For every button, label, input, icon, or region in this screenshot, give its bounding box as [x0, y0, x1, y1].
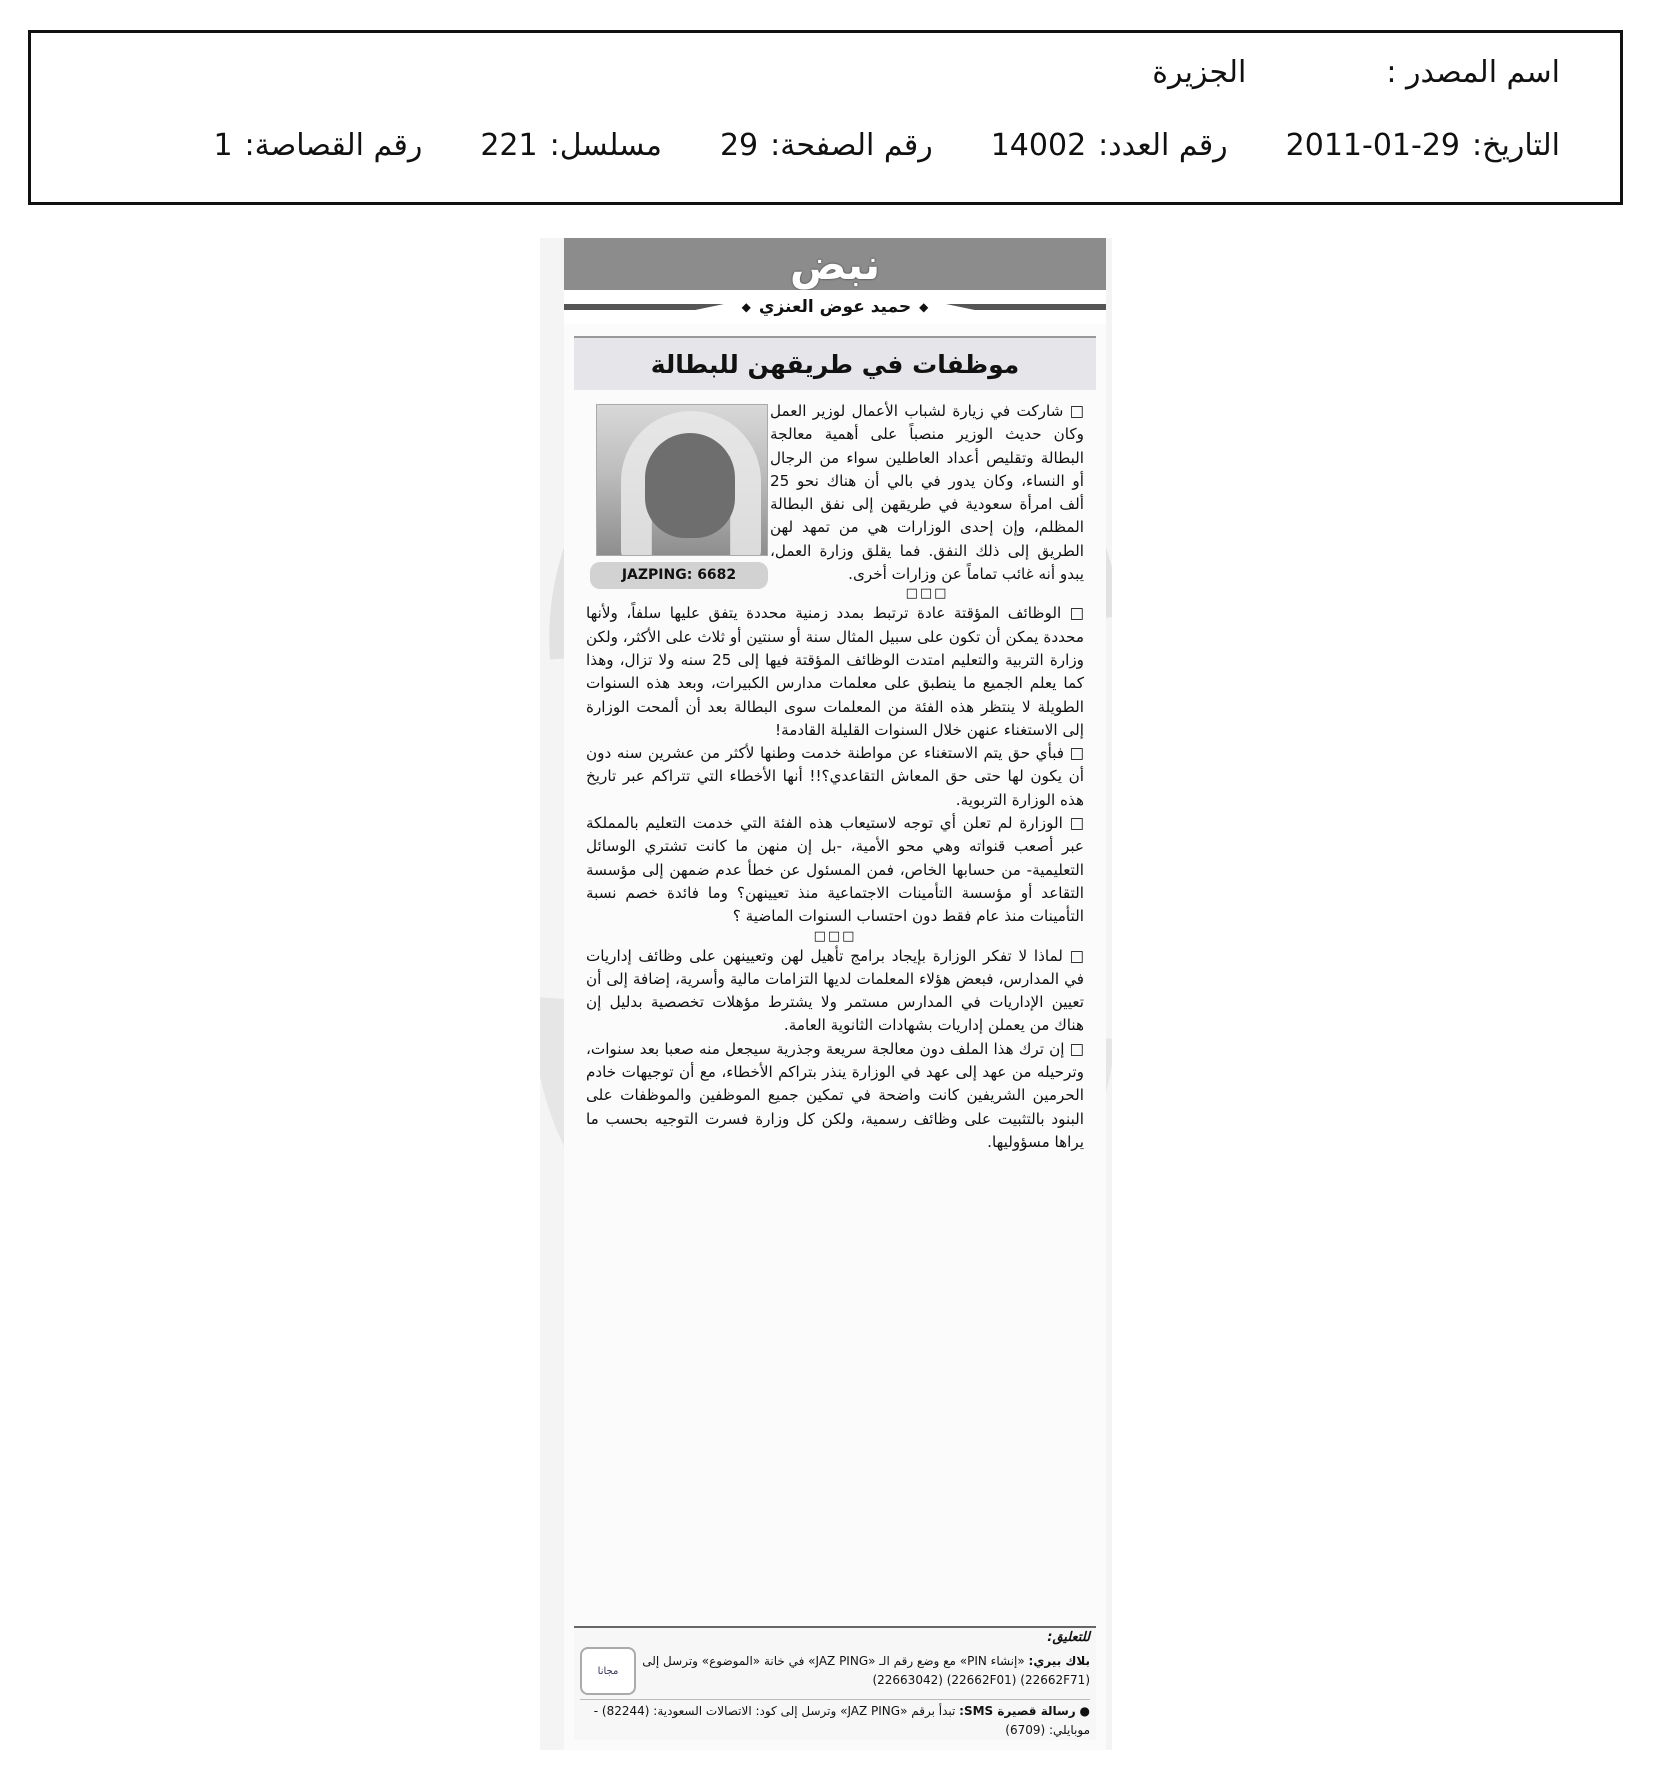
metadata-row-source: [1152, 55, 1560, 90]
section-separator: □□□: [813, 928, 857, 944]
sms-label: رسالة قصيرة SMS:: [959, 1704, 1076, 1718]
paragraph: □ لماذا لا تفكر الوزارة بإيجاد برامج تأهيل لهن وتعيينهن على وظائف إداريات في المدارس، فبعض هؤلاء المعلمات لديها التزامات مالية وأسرية، إضافة إلى أن تعيين الإداريات في المدارس مستمر ولا يشترط مؤهلات تخصصية بدليل إن هناك من يعملن إداريات بشهادات الثانوية العامة.: [586, 946, 1084, 1035]
diamond-icon: ◆: [741, 300, 751, 314]
sms-row: [580, 1699, 1090, 1740]
clip-number-field: [213, 128, 422, 163]
issue-field: [991, 128, 1228, 163]
page-field: [720, 128, 933, 163]
clipping-metadata-box: [28, 30, 1623, 205]
comment-info-box: [574, 1626, 1096, 1740]
bullet-icon: ●: [1079, 1704, 1090, 1718]
paragraph: □ فبأي حق يتم الاستغناء عن مواطنة خدمت وطنها لأكثر من عشرين سنه دون أن يكون لها حتى حق المعاش التقاعدي؟!! أنها الأخطاء التي تتراكم عبر تاريخ هذه الوزارة التربوية.: [586, 744, 1084, 809]
paragraph: □ إن ترك هذا الملف دون معالجة سريعة وجذرية سيجعل منه صعبا بعد سنوات، وترحيله من عهد إلى عهد في الوزارة ينذر بتراكم الأخطاء، مع أن توجيهات خادم الحرمين الشريفين كانت واضحة في تمكين جميع الموظفين والموظفات على البنود بالتثبيت على وظائف رسمية، ولكن كل وزارة فسرت التوجيه بحسب ما يراها مسؤوليها.: [586, 1039, 1084, 1151]
comment-title: للتعليق:: [1047, 1630, 1090, 1645]
issue-value: 14002: [990, 128, 1087, 163]
section-separator: □□□: [905, 586, 949, 602]
metadata-row-details: [213, 128, 1560, 163]
blackberry-icon: [580, 1647, 636, 1695]
author-name: حميد عوض العنزي: [758, 297, 912, 317]
headline: موظفات في طريقهن للبطالة: [650, 349, 1020, 379]
blackberry-label: بلاك بيري:: [1028, 1654, 1090, 1668]
sms-instructions: تبدأ برقم «JAZ PING» وترسل إلى كود: الاتصالات السعودية: (82244) - موبايلي: (6709): [593, 1704, 1090, 1737]
clip-number-value: 1: [213, 128, 233, 163]
article-panel: [564, 238, 1106, 1750]
date-value: 2011-01-29: [1285, 128, 1461, 163]
issue-label: رقم العدد:: [1098, 128, 1228, 163]
author-photo-block: [590, 404, 770, 589]
serial-field: [480, 128, 662, 163]
column-name-banner: [564, 238, 1106, 290]
date-field: [1286, 128, 1560, 163]
column-name: نبض: [789, 239, 881, 289]
byline-rule-left: [564, 304, 724, 310]
source-label: اسم المصدر :: [1386, 55, 1560, 90]
newspaper-clipping: [540, 238, 1112, 1750]
serial-value: 221: [480, 128, 538, 163]
page-value: 29: [719, 128, 759, 163]
byline-row: [564, 290, 1106, 324]
blackberry-icon-caption: مجانا: [597, 1665, 619, 1677]
page-label: رقم الصفحة:: [770, 128, 933, 163]
headline-box: [574, 336, 1096, 390]
author-photo: [596, 404, 768, 556]
source-value: الجزيرة: [1152, 55, 1247, 90]
byline: [742, 297, 929, 317]
diamond-icon: ◆: [919, 300, 929, 314]
paragraph: □ الوزارة لم تعلن أي توجه لاستيعاب هذه الفئة التي خدمت التعليم بالمملكة عبر أصعب قنواته وهي محو الأمية، -بل إن منهن ما كانت تشتري الوسائل التعليمية- من حسابها الخاص، فمن المسئول عن خطأ عدم ضمهن إلى مؤسسة التقاعد أو مؤسسة التأمينات الاجتماعية منذ تعيينهن؟ وما فائدة خصم نسبة التأمينات منذ عام فقط دون احتساب السنوات الماضية ؟: [586, 814, 1084, 926]
date-label: التاريخ:: [1472, 128, 1560, 163]
blackberry-row: [580, 1647, 1090, 1695]
article-body: [586, 400, 1084, 1154]
blackberry-instructions: «إنشاء PIN» مع وضع رقم الـ «JAZ PING» في خانة «الموضوع» وترسل إلى (22662F71) (22662F01) (22663042): [642, 1654, 1090, 1687]
clip-number-label: رقم القصاصة:: [244, 128, 423, 163]
byline-rule-right: [946, 304, 1106, 310]
paragraph: □ الوظائف المؤقتة عادة ترتبط بمدد زمنية محددة يتفق عليها سلفاً، ولأنها محددة يمكن أن تكون على سبيل المثال سنة أو سنتين أو ثلاث على الأكثر، ولكن وزارة التربية والتعليم امتدت الوظائف المؤقتة فيها إلى 25 سنه ولا تزال، وهذا كما يعلم الجميع ما ينطبق على معلمات مدارس الكبيرات، وبعد هذه السنوات الطويلة لا ينتظر هذه الفئة من المعلمات سوى البطالة بعد أن ألمحت الوزارة إلى الاستغناء عنهن خلال السنوات القليلة القادمة!: [586, 604, 1084, 739]
serial-label: مسلسل:: [549, 128, 662, 163]
paragraph: □ شاركت في زيارة لشباب الأعمال لوزير العمل وكان حديث الوزير منصباً على أهمية معالجة البطالة وتقليص أعداد العاطلين سواء من الرجال أو النساء، وكان يدور في بالي أن هناك نحو 25 ألف امرأة سعودية في طريقهن إلى نفق البطالة المظلم، وإن إحدى الوزارات هي من تمهد لهن الطريق إلى ذلك النفق. فما يقلق وزارة العمل، يبدو أنه غائب تماماً عن وزارات أخرى.: [770, 402, 1084, 584]
jazping-code: JAZPING: 6682: [590, 562, 768, 589]
